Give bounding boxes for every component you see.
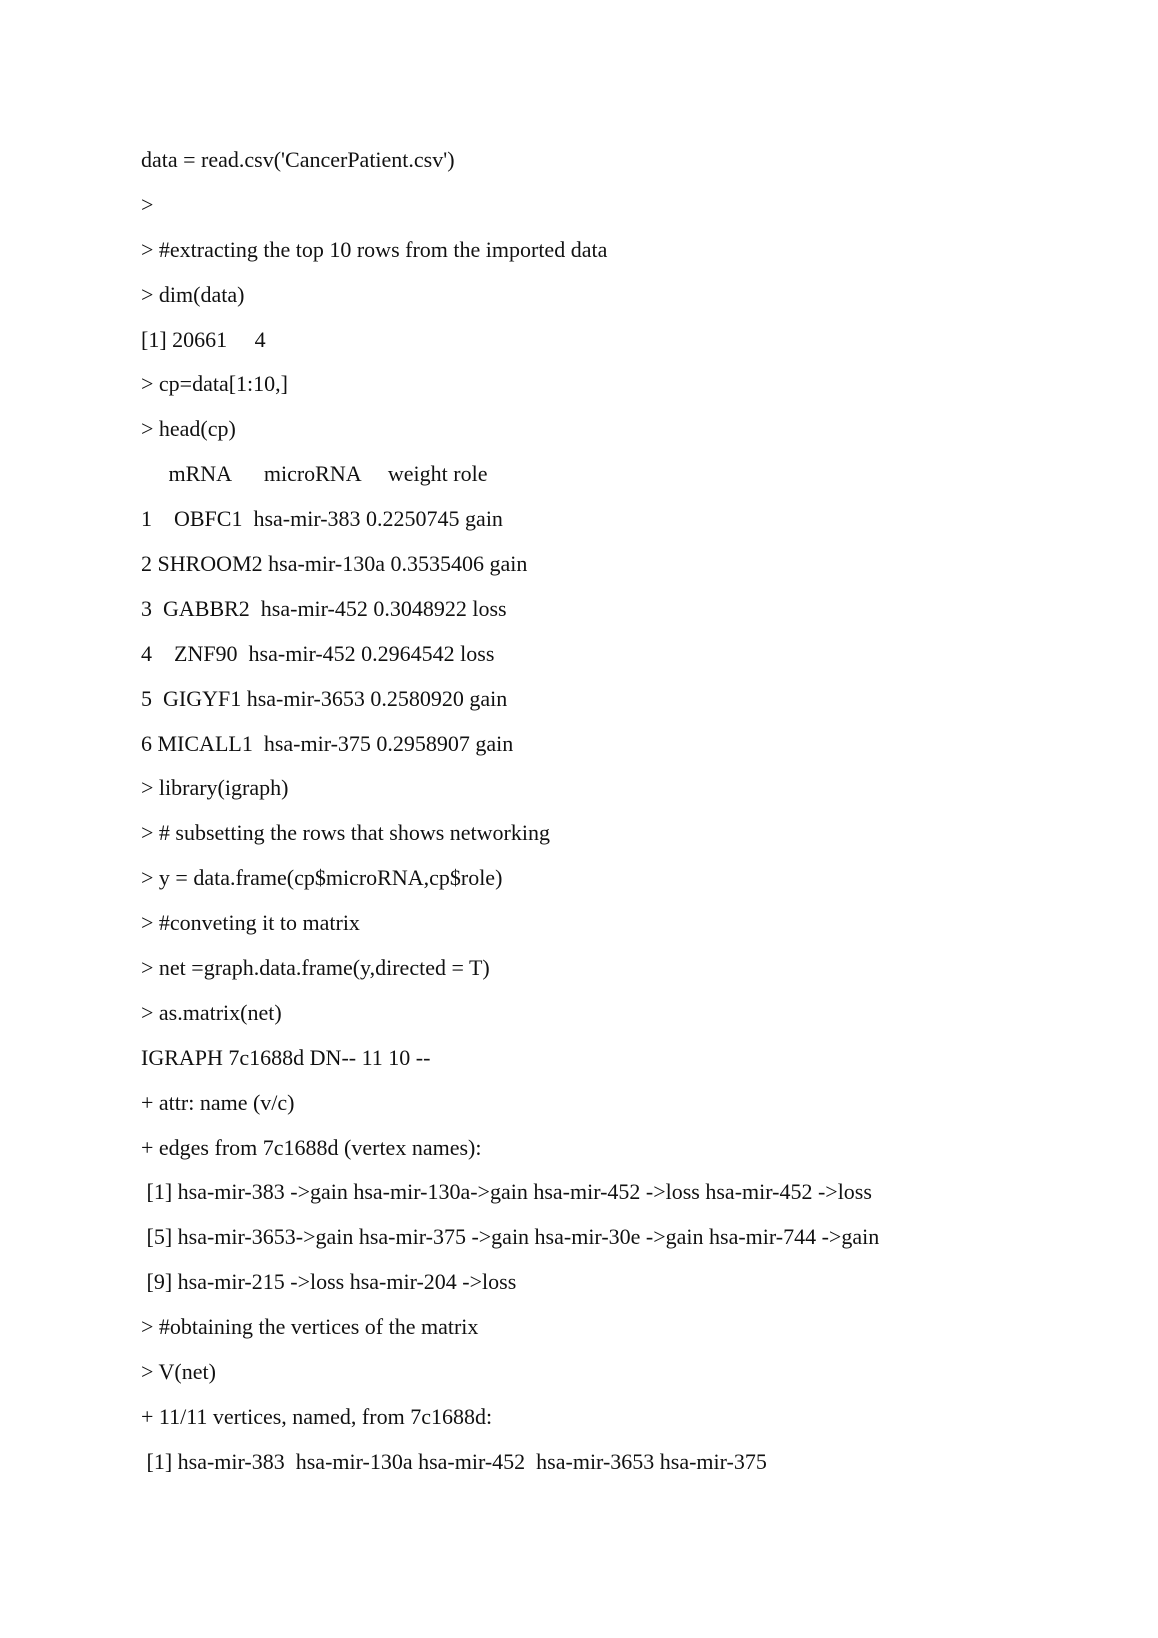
r-console-transcript <box>141 138 1101 1485</box>
output-line-edges-header: + edges from 7c1688d (vertex names): <box>141 1134 482 1160</box>
output-line-vertices-header: + 11/11 vertices, named, from 7c1688d: <box>141 1403 493 1429</box>
output-line-attr: + attr: name (v/c) <box>141 1089 295 1115</box>
code-line-library: > library(igraph) <box>141 775 289 801</box>
code-line-prompt: > <box>141 191 154 217</box>
output-table-header: mRNA microRNA weight role <box>141 461 488 487</box>
output-table-row: 3 GABBR2 hsa-mir-452 0.3048922 loss <box>141 595 507 621</box>
code-line-comment-subset: > # subsetting the rows that shows networking <box>141 820 550 846</box>
code-line-as-matrix: > as.matrix(net) <box>141 999 282 1025</box>
code-line-graph: > net =graph.data.frame(y,directed = T) <box>141 955 490 981</box>
output-table-row: 6 MICALL1 hsa-mir-375 0.2958907 gain <box>141 730 514 756</box>
code-line-comment-vertices: > #obtaining the vertices of the matrix <box>141 1314 479 1340</box>
code-line-head: > head(cp) <box>141 416 236 442</box>
output-table-row: 1 OBFC1 hsa-mir-383 0.2250745 gain <box>141 506 503 532</box>
output-table-row: 5 GIGYF1 hsa-mir-3653 0.2580920 gain <box>141 685 508 711</box>
output-table-row: 4 ZNF90 hsa-mir-452 0.2964542 loss <box>141 640 495 666</box>
code-line-comment-matrix: > #conveting it to matrix <box>141 910 360 936</box>
code-line-v-net: > V(net) <box>141 1359 216 1385</box>
code-line-dim: > dim(data) <box>141 281 245 307</box>
output-line-vertices: [1] hsa-mir-383 hsa-mir-130a hsa-mir-452 hsa-mir-3653 hsa-mir-375 <box>141 1448 767 1474</box>
code-line-read-csv: data = read.csv('CancerPatient.csv') <box>141 147 455 172</box>
output-line-igraph: IGRAPH 7c1688d DN-- 11 10 -- <box>141 1044 431 1070</box>
code-line-subset: > cp=data[1:10,] <box>141 371 288 397</box>
code-line-comment-extract: > #extracting the top 10 rows from the imported data <box>141 236 608 262</box>
output-table-row: 2 SHROOM2 hsa-mir-130a 0.3535406 gain <box>141 551 528 577</box>
code-line-data-frame: > y = data.frame(cp$microRNA,cp$role) <box>141 865 503 891</box>
output-line-edges: [9] hsa-mir-215 ->loss hsa-mir-204 ->loss <box>141 1269 517 1295</box>
output-line-edges: [5] hsa-mir-3653->gain hsa-mir-375 ->gain hsa-mir-30e ->gain hsa-mir-744 ->gain <box>141 1224 880 1250</box>
output-line-dim: [1] 20661 4 <box>141 326 266 352</box>
output-line-edges: [1] hsa-mir-383 ->gain hsa-mir-130a->gain hsa-mir-452 ->loss hsa-mir-452 ->loss <box>141 1179 872 1205</box>
